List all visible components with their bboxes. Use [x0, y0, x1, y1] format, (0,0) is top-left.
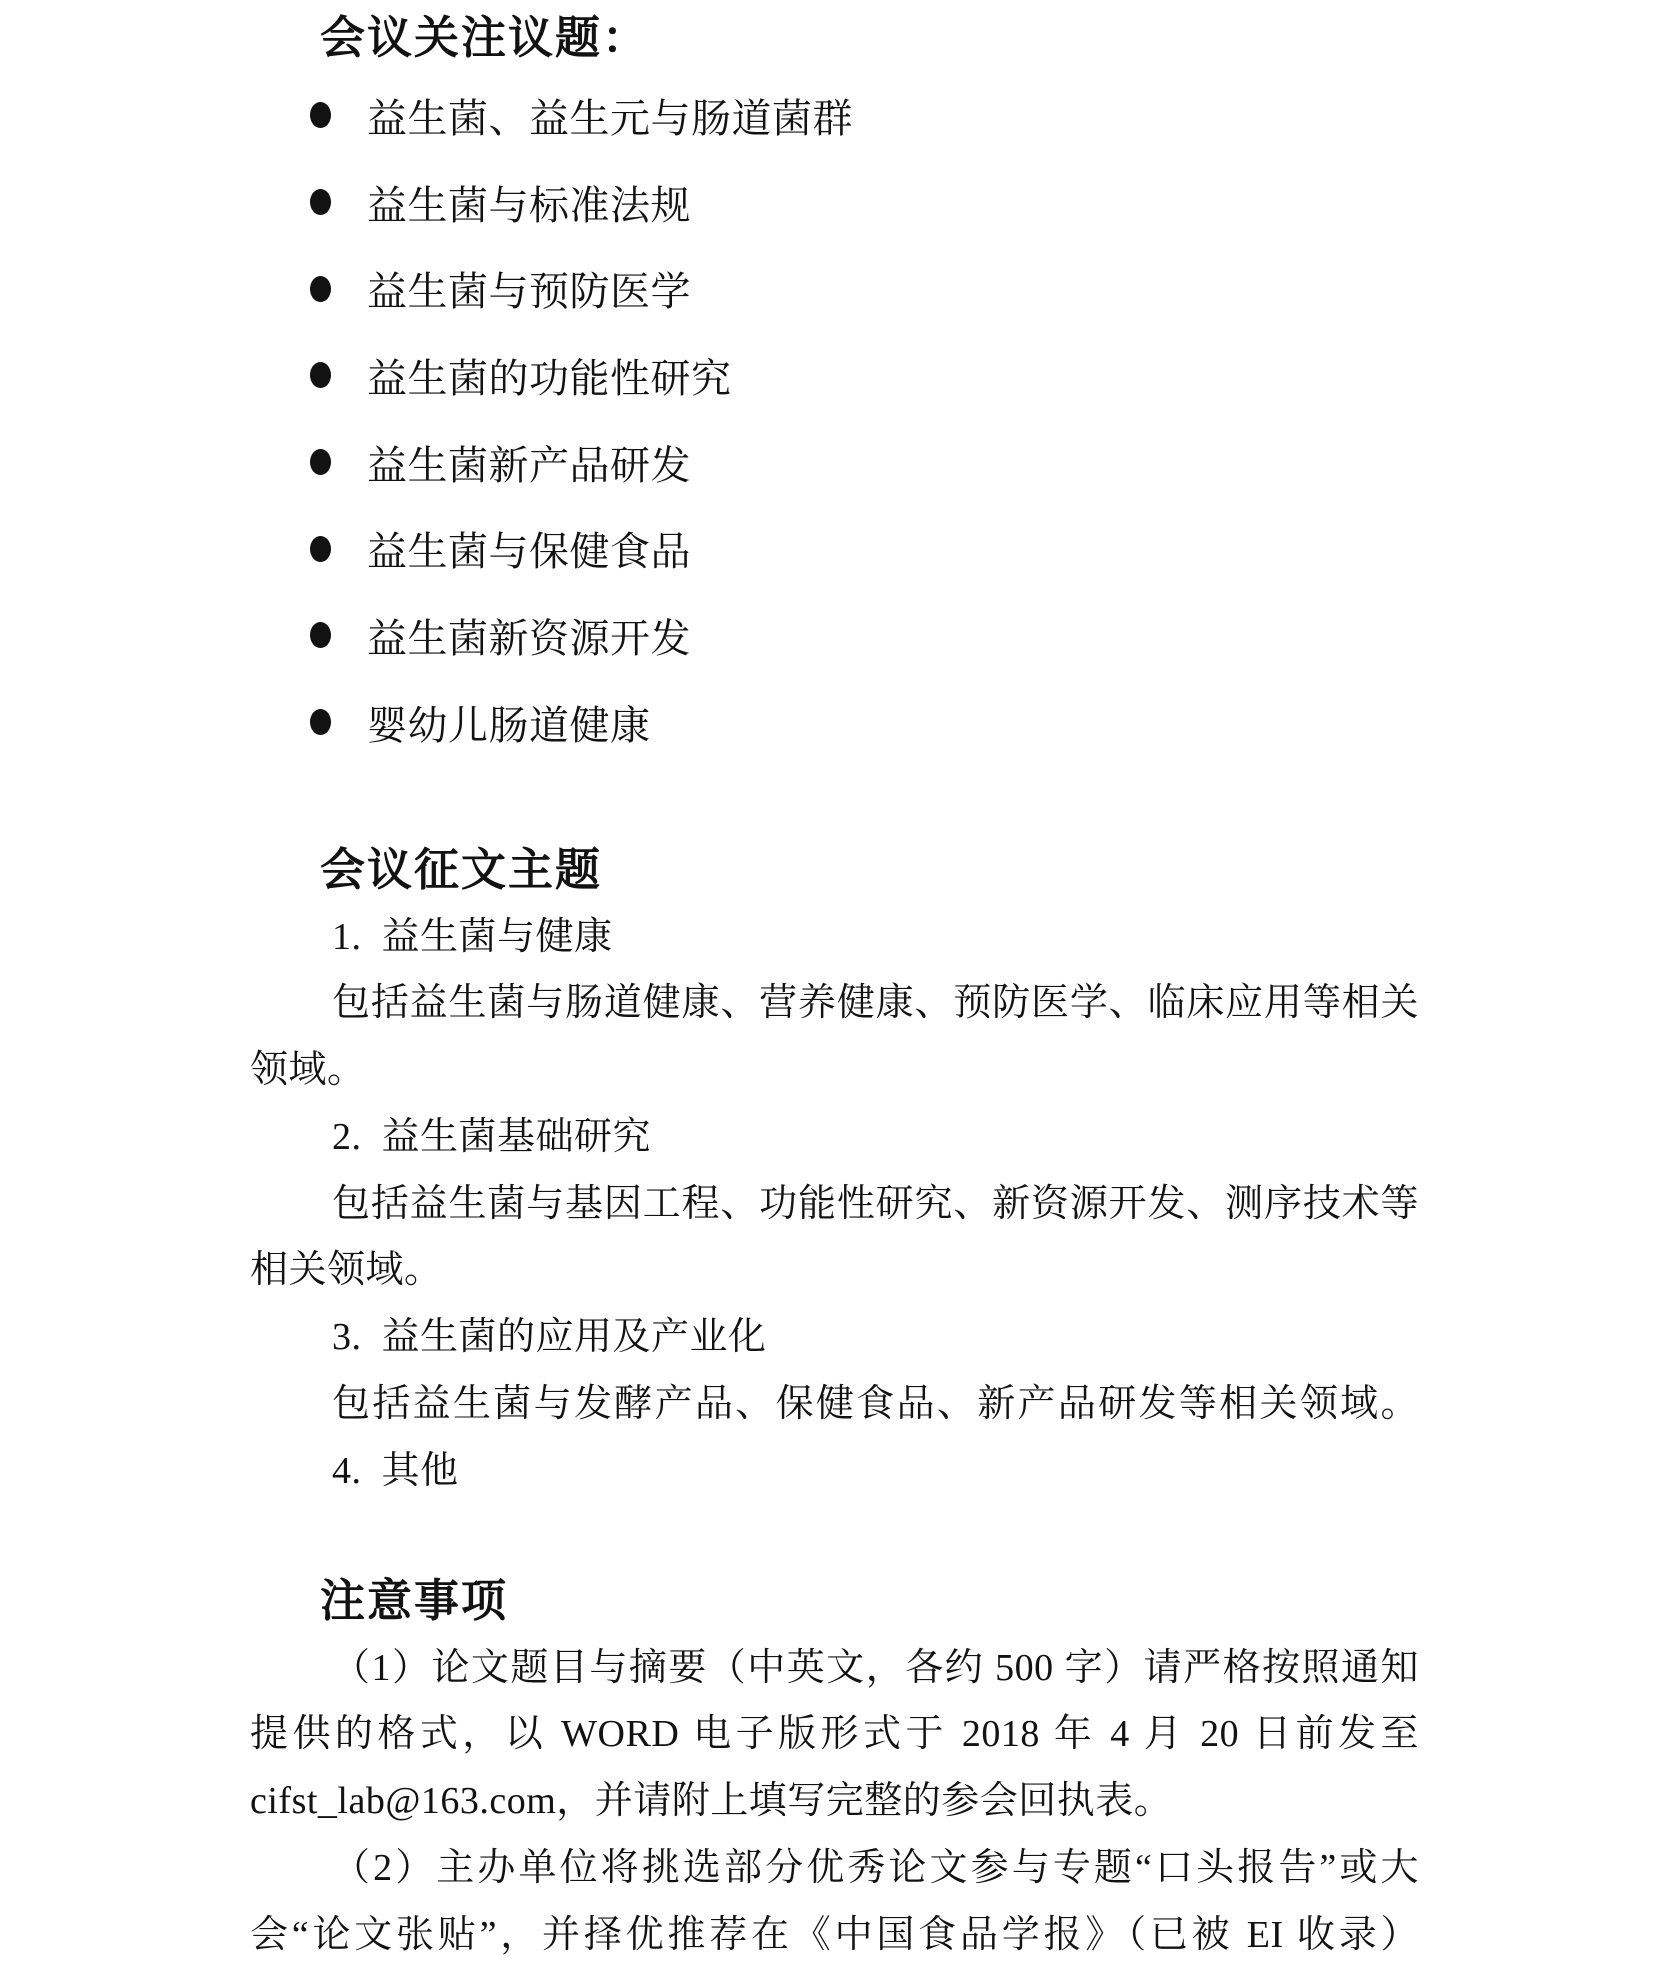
- bullet-icon: [310, 449, 331, 475]
- bullet-list-item: [250, 592, 1419, 679]
- bullet-text: 益生菌与保健食品: [367, 529, 691, 575]
- bullet-list-item: [250, 245, 1419, 332]
- text-line: 2. 益生菌基础研究: [332, 1115, 652, 1158]
- text-line: 会“论文张贴”，并择优推荐在《中国食品学报》（已被 EI 收录）: [250, 1913, 1419, 1956]
- bullet-text: 益生菌与预防医学: [367, 269, 691, 315]
- text-line: 提供的格式，以 WORD 电子版形式于 2018 年 4 月 20 日前发至: [250, 1713, 1419, 1756]
- topics-heading: 会议关注议题：: [320, 12, 650, 63]
- text-line: （2）主办单位将挑选部分优秀论文参与专题“口头报告”或大: [332, 1847, 1419, 1890]
- bullet-list-item: [250, 332, 1419, 419]
- text-line: cifst_lab@163.com，并请附上填写完整的参会回执表。: [250, 1780, 1173, 1823]
- text-line: 相关领域。: [250, 1249, 443, 1292]
- bullet-text: 益生菌新产品研发: [367, 442, 691, 488]
- text-line: 领域。: [250, 1049, 366, 1092]
- text-line: （1）论文题目与摘要（中英文，各约 500 字）请严格按照通知: [332, 1646, 1419, 1689]
- bullet-icon: [310, 102, 331, 128]
- text-line: 包括益生菌与发酵产品、保健食品、新产品研发等相关领域。: [332, 1383, 1419, 1426]
- bullet-list-item: [250, 679, 1419, 766]
- bullet-icon: [310, 189, 331, 215]
- text-line: 包括益生菌与肠道健康、营养健康、预防医学、临床应用等相关: [332, 982, 1419, 1025]
- themes-paragraphs: [250, 904, 1419, 1505]
- notes-heading: 注意事项: [320, 1574, 509, 1626]
- text-line: 4. 其他: [332, 1449, 459, 1492]
- bullet-list-item: [250, 159, 1419, 246]
- bullet-icon: [310, 536, 331, 562]
- themes-heading: 会议征文主题: [320, 843, 603, 895]
- notes-paragraphs: [250, 1635, 1419, 1968]
- bullet-list-item: [250, 72, 1419, 159]
- bullet-text: 益生菌、益生元与肠道菌群: [367, 95, 853, 141]
- bullet-text: 益生菌新资源开发: [367, 615, 691, 661]
- bullet-list-item: [250, 419, 1419, 506]
- text-line: 3. 益生菌的应用及产业化: [332, 1316, 767, 1359]
- bullet-icon: [310, 362, 331, 388]
- bullet-icon: [310, 622, 331, 648]
- text-line: 1. 益生菌与健康: [332, 915, 613, 958]
- bullet-text: 益生菌与标准法规: [367, 182, 691, 228]
- text-line: 包括益生菌与基因工程、功能性研究、新资源开发、测序技术等: [332, 1182, 1419, 1225]
- bullet-text: 婴幼儿肠道健康: [367, 702, 651, 748]
- bullet-list-item: [250, 505, 1419, 592]
- bullet-icon: [310, 709, 331, 735]
- bullet-text: 益生菌的功能性研究: [367, 355, 732, 401]
- bullet-icon: [310, 276, 331, 302]
- topics-bullet-list: [250, 72, 1419, 766]
